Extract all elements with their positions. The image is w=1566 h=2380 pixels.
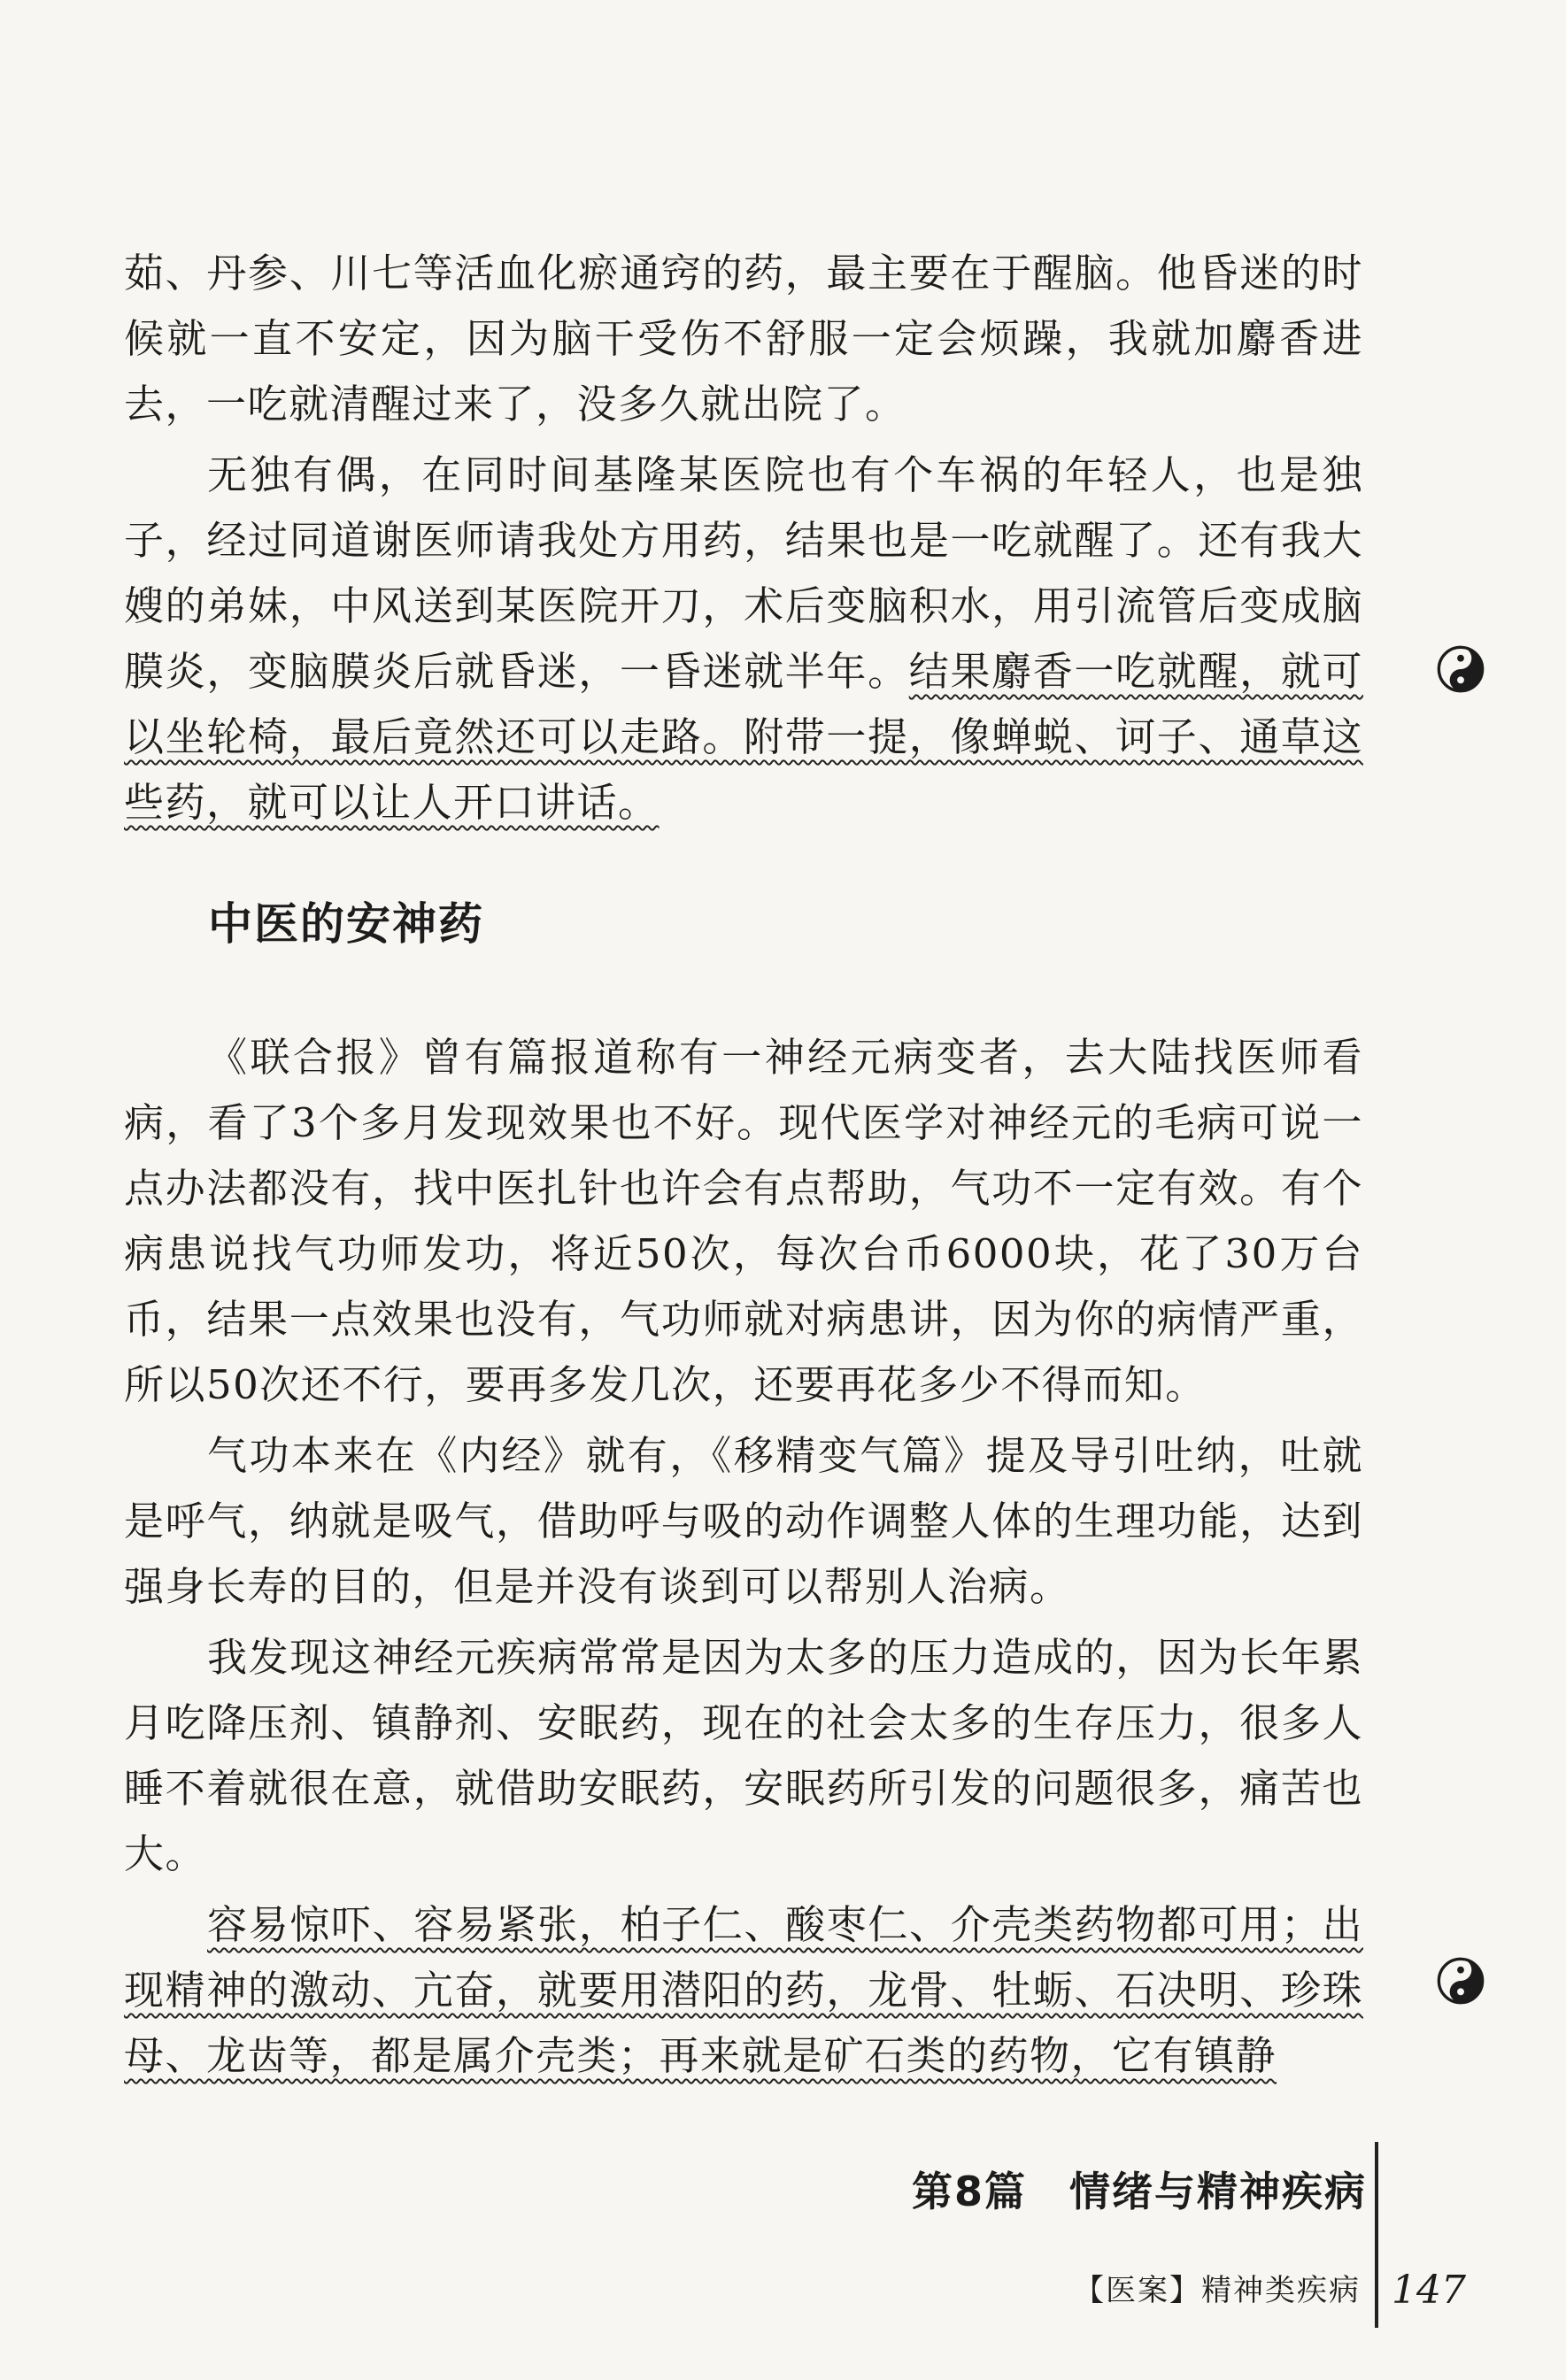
section-text-block [124,1025,1363,2089]
section-label: 【医案】精神类疾病 [1074,2273,1361,2308]
paragraph-sedative-herbs [124,1892,1363,2089]
footer-divider [1375,2142,1378,2328]
paragraph-continued: 茹、丹参、川七等活血化瘀通窍的药，最主要在于醒脑。他昏迷的时候就一直不安定，因为脑干受伤不舒服一定会烦躁，我就加麝香进去，一吃就清醒过来了，没多久就出院了。 [124,250,1363,427]
paragraph-qigong: 气功本来在《内经》就有，《移精变气篇》提及导引吐纳，吐就是呼气，纳就是吸气，借助呼与吸的动作调整人体的生理功能，达到强身长寿的目的，但是并没有谈到可以帮别人治病。 [124,1432,1363,1610]
page-number: 147 [1392,2268,1466,2313]
paragraph-stress: 我发现这神经元疾病常常是因为太多的压力造成的，因为长年累月吃降压剂、镇静剂、安眠药，现在的社会太多的生存压力，很多人睡不着就很在意，就借助安眠药，安眠药所引发的问题很多，痛苦也大。 [124,1634,1363,1877]
wavy-underlined-text: 容易惊吓、容易紧张，柏子仁、酸枣仁、介壳类药物都可用；出现精神的激动、亢奋，就要用潜阳的药，龙骨、牡蛎、石决明、珍珠母、龙齿等，都是属介壳类；再来就是矿石类的药物，它有镇静 [124,1901,1363,2079]
section-heading: 中医的安神药 [208,898,484,950]
continued-text-block [124,241,1363,836]
yin-yang-icon [1436,644,1485,694]
wavy-underlined-text: 结果麝香一吃就醒，就可以坐轮椅，最后竟然还可以走路。附带一提，像蝉蜕、诃子、通草这些药，就可以让人开口讲话。 [124,648,1363,826]
yin-yang-icon [1436,1956,1485,2006]
paragraph-plain-text: 无独有偶，在同时间基隆某医院也有个车祸的年轻人，也是独子，经过同道谢医师请我处方用药，结果也是一吃就醒了。还有我大嫂的弟妹，中风送到某医院开刀，术后变脑积水，用引流管后变成脑膜炎，变脑膜炎后就昏迷，一昏迷就半年。 [124,451,1363,695]
chapter-title: 第8篇 情绪与精神疾病 [911,2168,1367,2215]
paragraph-coincidence [124,443,1363,836]
paragraph-news-report: 《联合报》曾有篇报道称有一神经元病变者，去大陆找医师看病，看了3个多月发现效果也不好。现代医学对神经元的毛病可说一点办法都没有，找中医扎针也许会有点帮助，气功不一定有效。有个病患说找气功师发功，将近50次，每次台币6000块，花了30万台币，结果一点效果也没有，气功师就对病患讲，因为你的病情严重，所以50次还不行，要再多发几次，还要再花多少不得而知。 [124,1034,1363,1408]
